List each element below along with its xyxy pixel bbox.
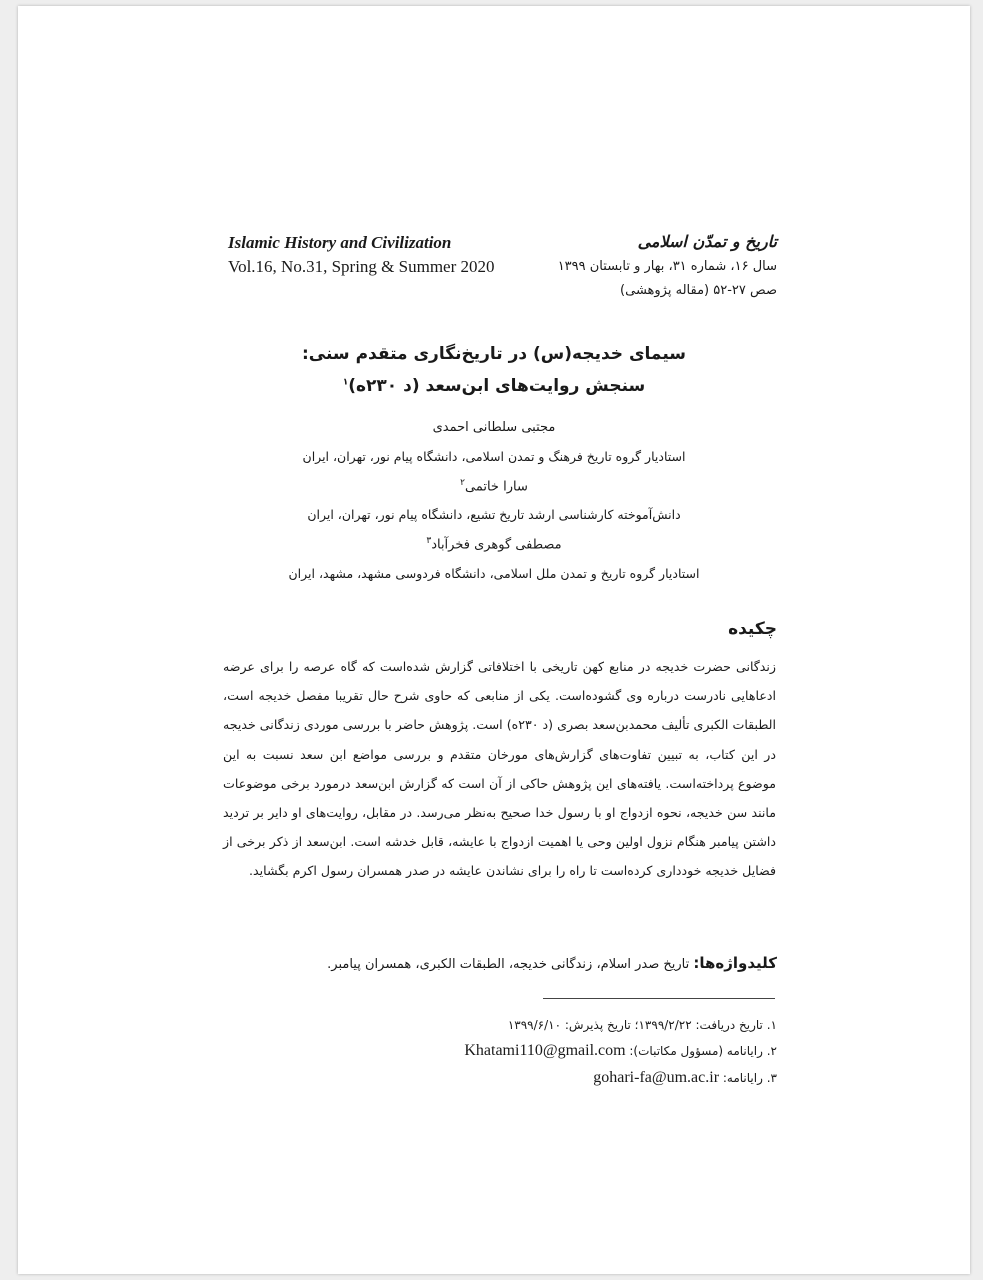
author-name-2-line (18, 478, 970, 494)
footnote-1-text: تاریخ دریافت: ۱۳۹۹/۲/۲۲؛ تاریخ پذیرش: ۱۳۹۹/۶/۱۰ (507, 1018, 763, 1032)
footnote-divider (543, 998, 775, 999)
title-footnote-marker: ۱ (342, 377, 349, 388)
footnote-3 (593, 1069, 777, 1087)
corresponding-email-link[interactable]: Khatami110@gmail.com (464, 1042, 626, 1059)
footnote-1-number: ۱. (766, 1018, 777, 1032)
keywords-line (327, 954, 777, 972)
abstract-body: زندگانی حضرت خدیجه در منابع کهن تاریخی با اختلافاتی گزارش شده‌است که گاه عرصه را برای عرضه ادعاهایی نادرست درباره وی گشوده‌است. یکی از منابعی که حاوی شرح حال تقریبا مفصل خدیجه است، الطبقات الکبری تألیف محمدبن‌سعد بصری (د ۲۳۰ه) است. پژوهش حاضر با بررسی موردی زندگانی خدیجه در این کتاب، به تبیین تفاوت‌های گزارش‌های مورخان متقدم و بررسی مواضع ابن سعد نسبت به این موضوع پرداخته‌است. یافته‌های این پژوهش حاکی از آن است که گزارش ابن‌سعد درمورد برخی موضوعات مانند سن خدیجه، نحوه ازدواج او با رسول خدا صحیح به‌نظر می‌رسد. در مقابل، روایت‌های او دایر بر تردید داشتن پیامبر هنگام نزول اولین وحی یا اهمیت ازدواج با عایشه، قابل خدشه است. ابن‌سعد از ذکر برخی از فضایل خدیجه خودداری کرده‌است تا راه را برای نشاندن عایشه در صدر همسران رسول اکرم بگشاید. (223, 659, 776, 879)
author-affiliation-1: استادیار گروه تاریخ فرهنگ و تمدن اسلامی، دانشگاه پیام نور، تهران، ایران (302, 449, 686, 464)
keywords-text: تاریخ صدر اسلام، زندگانی خدیجه، الطبقات الکبری، همسران پیامبر. (327, 957, 690, 972)
footnote-3-label: رایانامه: (722, 1071, 763, 1085)
journal-persian-pages: صص ۲۷-۵۲ (مقاله پژوهشی) (620, 283, 777, 298)
author-name-1: مجتبی سلطانی احمدی (432, 420, 556, 435)
footnote-2 (464, 1042, 777, 1060)
author-affiliation-3: استادیار گروه تاریخ و تمدن ملل اسلامی، دانشگاه فردوسی مشهد، مشهد، ایران (288, 566, 700, 581)
article-title-text: سنجش روایت‌های ابن‌سعد (د ۲۳۰ه) (348, 376, 646, 396)
journal-persian-issue: سال ۱۶، شماره ۳۱، بهار و تابستان ۱۳۹۹ (557, 259, 777, 274)
footnote-1 (508, 1018, 777, 1032)
author-name-3: مصطفی گوهری فخرآباد (431, 537, 562, 553)
journal-english-volume: Vol.16, No.31, Spring & Summer 2020 (228, 257, 495, 276)
journal-persian-title: تاریخ و تمدّن اسلامی (637, 232, 777, 251)
author-3-email-link[interactable]: gohari-fa@um.ac.ir (593, 1069, 720, 1086)
keywords-label: کلیدواژه‌ها: (693, 954, 777, 972)
article-title-line-1: سیمای خدیجه(س) در تاریخ‌نگاری متقدم سنی: (302, 344, 686, 364)
author-name-3-line (18, 536, 970, 552)
paper-page (18, 6, 970, 1274)
journal-english-title: Islamic History and Civilization (228, 233, 452, 252)
abstract-heading: چکیده (728, 619, 777, 639)
footnote-2-label: رایانامه (مسؤول مکاتبات): (629, 1044, 763, 1058)
author-2-footnote-marker: ۲ (460, 478, 465, 488)
author-affiliation-2: دانش‌آموخته کارشناسی ارشد تاریخ تشیع، دانشگاه پیام نور، تهران، ایران (307, 507, 681, 522)
article-title-line-2 (18, 376, 970, 396)
footnote-3-number: ۳. (766, 1071, 777, 1085)
footnote-2-number: ۲. (766, 1044, 777, 1058)
author-name-2: سارا خاتمی (465, 479, 528, 495)
author-3-footnote-marker: ۳ (426, 536, 432, 546)
